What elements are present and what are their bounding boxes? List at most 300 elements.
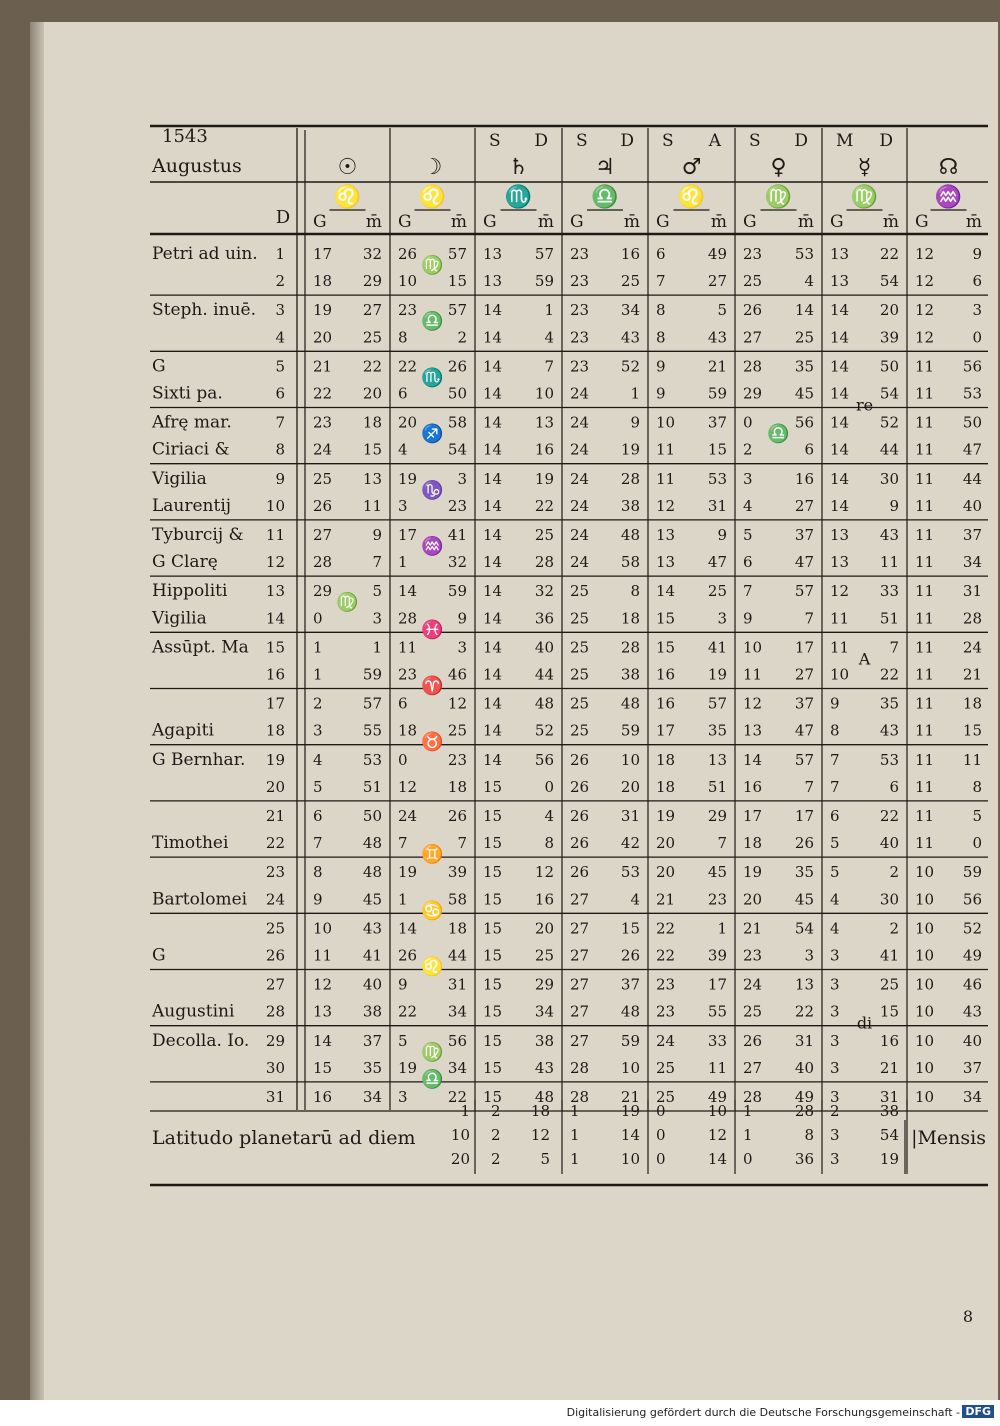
degree-value: 4 [830, 919, 840, 938]
degree-value: 15 [483, 1058, 503, 1077]
minute-value: 19 [707, 665, 727, 684]
degree-value: 27 [743, 328, 763, 347]
minute-value: 15 [620, 919, 640, 938]
minute-value: 7 [544, 357, 554, 376]
degree-value: 18 [313, 272, 333, 291]
minute-value: 44 [534, 665, 554, 684]
minute-value: 44 [962, 469, 982, 488]
minute-value: 18 [362, 413, 382, 432]
minute-value: 25 [534, 526, 554, 544]
day-number: 11 [265, 526, 285, 544]
minute-value: 9 [630, 413, 640, 432]
degree-value: 15 [656, 609, 676, 628]
minute-value: 43 [362, 919, 382, 938]
degree-value: 13 [313, 1002, 333, 1021]
minute-value: 54 [794, 919, 814, 938]
latitude-minute: 19 [879, 1150, 899, 1168]
day-number: 5 [275, 357, 285, 376]
degree-value: 14 [313, 1031, 333, 1050]
minute-value: 28 [962, 609, 982, 628]
minute-value: 25 [534, 946, 554, 965]
minute-value: 37 [962, 1058, 982, 1077]
degree-value: 11 [915, 807, 935, 825]
sign-symbol-0: ♌ [333, 185, 362, 210]
motion-letter: D [534, 131, 548, 151]
minute-value: 43 [534, 1058, 554, 1077]
header-day-label: D [275, 207, 291, 228]
degree-value: 10 [915, 975, 935, 994]
minute-value: 22 [447, 1088, 467, 1106]
minute-value: 3 [804, 946, 814, 965]
mensis-label: |Mensis [911, 1127, 986, 1149]
degree-value: 4 [313, 750, 323, 769]
minute-value: 53 [707, 469, 727, 488]
degree-value: 12 [915, 272, 935, 291]
degree-value: 21 [313, 357, 333, 376]
degree-value: 3 [743, 469, 753, 488]
degree-value: 16 [656, 665, 676, 684]
degree-value: 3 [398, 1088, 408, 1106]
degree-value: 11 [915, 553, 935, 572]
minute-value: 48 [362, 834, 382, 853]
ingress-sign-mark: ♒ [421, 536, 444, 557]
degree-value: 19 [398, 469, 418, 488]
degree-value: 2 [743, 440, 753, 459]
saint-day-name: Assūpt. Ma [152, 637, 249, 658]
degree-value: 3 [398, 496, 408, 515]
minute-value: 48 [362, 863, 382, 882]
minute-value: 9 [717, 526, 727, 544]
minute-value: 56 [962, 357, 982, 376]
degree-value: 5 [313, 777, 323, 796]
minute-value: 3 [717, 609, 727, 628]
minutes-label: m̄ [797, 212, 814, 232]
minute-value: 16 [534, 890, 554, 909]
minute-value: 3 [972, 301, 982, 320]
degree-value: 25 [570, 582, 590, 601]
degree-value: 26 [570, 777, 590, 796]
saint-day-name: Laurentij [152, 495, 232, 516]
latitude-minute: 10 [620, 1150, 640, 1168]
minute-value: 46 [962, 975, 982, 994]
degree-value: 11 [915, 694, 935, 713]
saint-day-name: Afrę mar. [152, 412, 232, 433]
minute-value: 43 [620, 328, 640, 347]
minute-value: 17 [707, 975, 727, 994]
minute-value: 40 [362, 975, 382, 994]
minute-value: 27 [794, 496, 814, 515]
degree-value: 25 [570, 721, 590, 740]
degree-value: 23 [570, 272, 590, 291]
degree-value: 8 [656, 301, 666, 320]
saint-day-name: Petri ad uin. [152, 244, 258, 264]
minute-value: 20 [879, 301, 899, 320]
degree-value: 9 [656, 357, 666, 376]
minute-value: 3 [457, 638, 467, 657]
degree-value: 14 [398, 582, 418, 601]
minute-value: 48 [620, 694, 640, 713]
degree-value: 9 [830, 694, 840, 713]
degree-value: 23 [743, 946, 763, 965]
degree-value: 27 [570, 890, 590, 909]
degree-value: 11 [915, 357, 935, 376]
degrees-label: G [915, 212, 929, 232]
minute-value: 55 [707, 1002, 727, 1021]
minute-value: 35 [707, 721, 727, 740]
page-number: 8 [962, 1307, 974, 1326]
degree-value: 4 [830, 890, 840, 909]
degree-value: 8 [830, 721, 840, 740]
degree-value: 27 [313, 526, 333, 544]
minute-value: 0 [544, 777, 554, 796]
sign-symbol-2: ♏ [504, 185, 533, 210]
motion-letter: S [489, 131, 501, 151]
degree-value: 20 [656, 834, 676, 853]
degree-value: 14 [483, 328, 503, 347]
minute-value: 8 [630, 582, 640, 601]
degree-value: 18 [398, 721, 418, 740]
degree-value: 10 [743, 638, 763, 657]
degree-value: 6 [743, 553, 753, 572]
minute-value: 28 [620, 469, 640, 488]
degree-value: 23 [398, 301, 418, 320]
degrees-label: G [830, 212, 844, 232]
degree-value: 7 [743, 582, 753, 601]
minute-value: 47 [962, 440, 982, 459]
saint-day-name: Steph. inuē. [152, 300, 256, 321]
latitude-degree: 0 [656, 1150, 666, 1168]
day-number: 16 [265, 665, 285, 684]
minute-value: 22 [879, 665, 899, 684]
minute-value: 15 [707, 440, 727, 459]
latitude-degree: 1 [743, 1126, 753, 1144]
degree-value: 11 [915, 469, 935, 488]
day-number: 25 [265, 919, 285, 938]
minute-value: 1 [717, 919, 727, 938]
minute-value: 41 [362, 946, 382, 965]
minute-value: 6 [804, 440, 814, 459]
degree-value: 10 [313, 919, 333, 938]
minute-value: 13 [794, 975, 814, 994]
degree-value: 25 [656, 1088, 676, 1106]
day-number: 12 [265, 553, 285, 572]
minute-value: 53 [879, 750, 899, 769]
latitude-degree: 1 [570, 1126, 580, 1144]
minute-value: 29 [534, 975, 554, 994]
minute-value: 34 [362, 1088, 382, 1106]
minute-value: 8 [544, 834, 554, 853]
degree-value: 11 [656, 440, 676, 459]
latitude-degree: 2 [491, 1102, 501, 1120]
minute-value: 21 [962, 665, 982, 684]
minute-value: 22 [879, 245, 899, 263]
day-number: 6 [275, 384, 285, 403]
degree-value: 23 [656, 975, 676, 994]
minute-value: 25 [879, 975, 899, 994]
minute-value: 21 [879, 1058, 899, 1077]
degree-value: 15 [483, 1088, 503, 1106]
minute-value: 15 [879, 1002, 899, 1021]
minute-value: 57 [447, 301, 467, 320]
minute-value: 25 [794, 328, 814, 347]
minute-value: 21 [707, 357, 727, 376]
day-number: 1 [275, 245, 285, 263]
ingress-sign-mark: ♍ [336, 592, 359, 614]
saint-day-name: Tyburcij & [152, 525, 244, 545]
day-number: 30 [265, 1058, 285, 1077]
minute-value: 59 [362, 665, 382, 684]
degree-value: 0 [743, 413, 753, 432]
degree-value: 14 [483, 609, 503, 628]
latitude-minute: 12 [707, 1126, 727, 1144]
minute-value: 17 [794, 638, 814, 657]
minute-value: 58 [620, 553, 640, 572]
minute-value: 50 [362, 807, 382, 825]
minute-value: 50 [447, 384, 467, 403]
ingress-sign-mark: ♋ [421, 900, 444, 922]
minute-value: 37 [794, 694, 814, 713]
degree-value: 0 [398, 750, 408, 769]
planet-symbol-5: ♀ [770, 155, 787, 180]
latitude-degree: 3 [830, 1150, 840, 1168]
minute-value: 12 [534, 863, 554, 882]
funding-notice: Digitalisierung gefördert durch die Deutsche Forschungsgemeinschaft - [566, 1406, 960, 1419]
minute-value: 11 [707, 1058, 727, 1077]
day-number: 20 [265, 777, 285, 796]
minute-value: 0 [972, 328, 982, 347]
minute-value: 56 [447, 1031, 467, 1050]
degree-value: 15 [483, 777, 503, 796]
degree-value: 9 [656, 384, 666, 403]
degree-value: 17 [743, 807, 763, 825]
minute-value: 3 [372, 609, 382, 628]
day-number: 23 [265, 863, 285, 882]
minute-value: 7 [804, 609, 814, 628]
degree-value: 14 [830, 301, 850, 320]
minute-value: 49 [962, 946, 982, 965]
minute-value: 21 [620, 1088, 640, 1106]
degree-value: 12 [830, 582, 850, 601]
minute-value: 18 [620, 609, 640, 628]
minute-value: 32 [534, 582, 554, 601]
minute-value: 38 [534, 1031, 554, 1050]
planet-symbol-2: ♄ [508, 155, 529, 180]
ingress-sign-mark: ♈ [421, 675, 444, 697]
degree-value: 15 [483, 863, 503, 882]
day-number: 28 [265, 1002, 285, 1021]
day-number: 29 [265, 1031, 285, 1050]
minute-value: 59 [534, 272, 554, 291]
minute-value: 7 [457, 834, 467, 853]
degree-value: 27 [570, 1002, 590, 1021]
degree-value: 15 [483, 946, 503, 965]
degree-value: 11 [915, 582, 935, 601]
latitude-degree: 0 [743, 1150, 753, 1168]
latitude-minute: 8 [804, 1126, 814, 1144]
latitude-minute: 54 [879, 1126, 899, 1144]
minute-value: 22 [362, 357, 382, 376]
minute-value: 52 [534, 721, 554, 740]
degree-value: 24 [656, 1031, 676, 1050]
minute-value: 36 [534, 609, 554, 628]
degree-value: 1 [398, 890, 408, 909]
minute-value: 16 [534, 440, 554, 459]
ingress-sign-mark: ♊ [421, 844, 444, 866]
degree-value: 14 [483, 357, 503, 376]
degree-value: 11 [656, 469, 676, 488]
day-number: 3 [275, 301, 285, 320]
minute-value: 54 [879, 384, 899, 403]
degree-value: 14 [830, 413, 850, 432]
degree-value: 24 [743, 975, 763, 994]
degree-value: 25 [570, 665, 590, 684]
latitude-day: 10 [450, 1126, 470, 1144]
sign-symbol-1: ♌ [418, 185, 447, 210]
degree-value: 16 [313, 1088, 333, 1106]
motion-letter: D [620, 131, 634, 151]
degree-value: 10 [915, 890, 935, 909]
minute-value: 41 [447, 526, 467, 544]
minute-value: 34 [962, 1088, 982, 1106]
sign-symbol-7: ♒ [934, 185, 963, 210]
degree-value: 26 [570, 863, 590, 882]
minute-value: 1 [372, 638, 382, 657]
degree-value: 23 [313, 413, 333, 432]
minute-value: 47 [794, 553, 814, 572]
minute-value: 15 [447, 272, 467, 291]
minute-value: 4 [544, 807, 554, 825]
minute-value: 59 [447, 582, 467, 601]
minute-value: 47 [707, 553, 727, 572]
digitization-footer [0, 1400, 1000, 1426]
minute-value: 45 [794, 384, 814, 403]
degree-value: 10 [915, 946, 935, 965]
minute-value: 37 [362, 1031, 382, 1050]
degree-value: 11 [398, 638, 418, 657]
degree-value: 15 [483, 807, 503, 825]
minute-value: 4 [804, 272, 814, 291]
minute-value: 10 [620, 1058, 640, 1077]
degree-value: 10 [915, 863, 935, 882]
degree-value: 10 [915, 1002, 935, 1021]
minute-value: 26 [447, 807, 467, 825]
degree-value: 14 [483, 553, 503, 572]
degree-value: 11 [915, 721, 935, 740]
degree-value: 26 [570, 807, 590, 825]
minute-value: 49 [707, 245, 727, 263]
degree-value: 20 [743, 890, 763, 909]
degree-value: 16 [743, 777, 763, 796]
degree-value: 24 [313, 440, 333, 459]
degree-value: 9 [743, 609, 753, 628]
minute-value: 53 [362, 750, 382, 769]
degree-value: 14 [483, 582, 503, 601]
degree-value: 25 [570, 694, 590, 713]
minute-value: 52 [962, 919, 982, 938]
minute-value: 25 [707, 582, 727, 601]
degree-value: 15 [483, 834, 503, 853]
minute-value: 48 [620, 526, 640, 544]
minute-value: 53 [620, 863, 640, 882]
degree-value: 14 [483, 721, 503, 740]
minute-value: 55 [362, 721, 382, 740]
latitude-minute: 36 [794, 1150, 814, 1168]
degree-value: 6 [398, 694, 408, 713]
minute-value: 38 [620, 665, 640, 684]
minute-value: 20 [620, 777, 640, 796]
degree-value: 11 [313, 946, 333, 965]
degree-value: 14 [483, 440, 503, 459]
degree-value: 11 [743, 665, 763, 684]
latitude-day: 1 [460, 1102, 470, 1120]
degree-value: 14 [483, 384, 503, 403]
sign-symbol-5: ♍ [764, 185, 793, 210]
degree-value: 5 [398, 1031, 408, 1050]
degree-value: 12 [915, 328, 935, 347]
degree-value: 13 [830, 272, 850, 291]
day-number: 24 [265, 890, 285, 909]
minute-value: 18 [962, 694, 982, 713]
latitude-minute: 38 [879, 1102, 899, 1120]
degree-value: 12 [915, 301, 935, 320]
minute-value: 31 [962, 582, 982, 601]
minute-value: 4 [544, 328, 554, 347]
mercury-motion-note: A [858, 649, 871, 669]
minute-value: 51 [707, 777, 727, 796]
minute-value: 43 [707, 328, 727, 347]
minute-value: 15 [362, 440, 382, 459]
degrees-label: G [743, 212, 757, 232]
degree-value: 25 [656, 1058, 676, 1077]
degree-value: 25 [570, 609, 590, 628]
minute-value: 32 [447, 553, 467, 572]
day-number: 19 [265, 750, 285, 769]
degree-value: 7 [313, 834, 323, 853]
degree-value: 5 [743, 526, 753, 544]
minute-value: 37 [620, 975, 640, 994]
minute-value: 39 [447, 863, 467, 882]
minute-value: 7 [889, 638, 899, 657]
minutes-label: m̄ [623, 212, 640, 232]
sign-symbol-6: ♍ [850, 185, 879, 210]
degree-value: 6 [313, 807, 323, 825]
degree-value: 11 [915, 638, 935, 657]
header-year: 1543 [162, 126, 208, 147]
saint-day-name: G Clarę [152, 552, 218, 573]
degree-value: 28 [743, 357, 763, 376]
saint-day-name: Agapiti [152, 720, 214, 741]
degree-value: 13 [656, 526, 676, 544]
degree-value: 1 [398, 553, 408, 572]
minute-value: 35 [794, 863, 814, 882]
minute-value: 2 [889, 863, 899, 882]
latitude-degree: 2 [491, 1150, 501, 1168]
minute-value: 52 [620, 357, 640, 376]
degree-value: 3 [830, 1031, 840, 1050]
minute-value: 5 [372, 582, 382, 601]
degree-value: 19 [656, 807, 676, 825]
degree-value: 10 [656, 413, 676, 432]
latitude-degree: 3 [830, 1126, 840, 1144]
degree-value: 11 [915, 750, 935, 769]
minute-value: 39 [707, 946, 727, 965]
minute-value: 42 [620, 834, 640, 853]
minute-value: 27 [794, 665, 814, 684]
degree-value: 25 [743, 1002, 763, 1021]
minute-value: 18 [447, 919, 467, 938]
saint-day-name: G Bernhar. [152, 749, 246, 770]
minute-value: 9 [372, 526, 382, 544]
